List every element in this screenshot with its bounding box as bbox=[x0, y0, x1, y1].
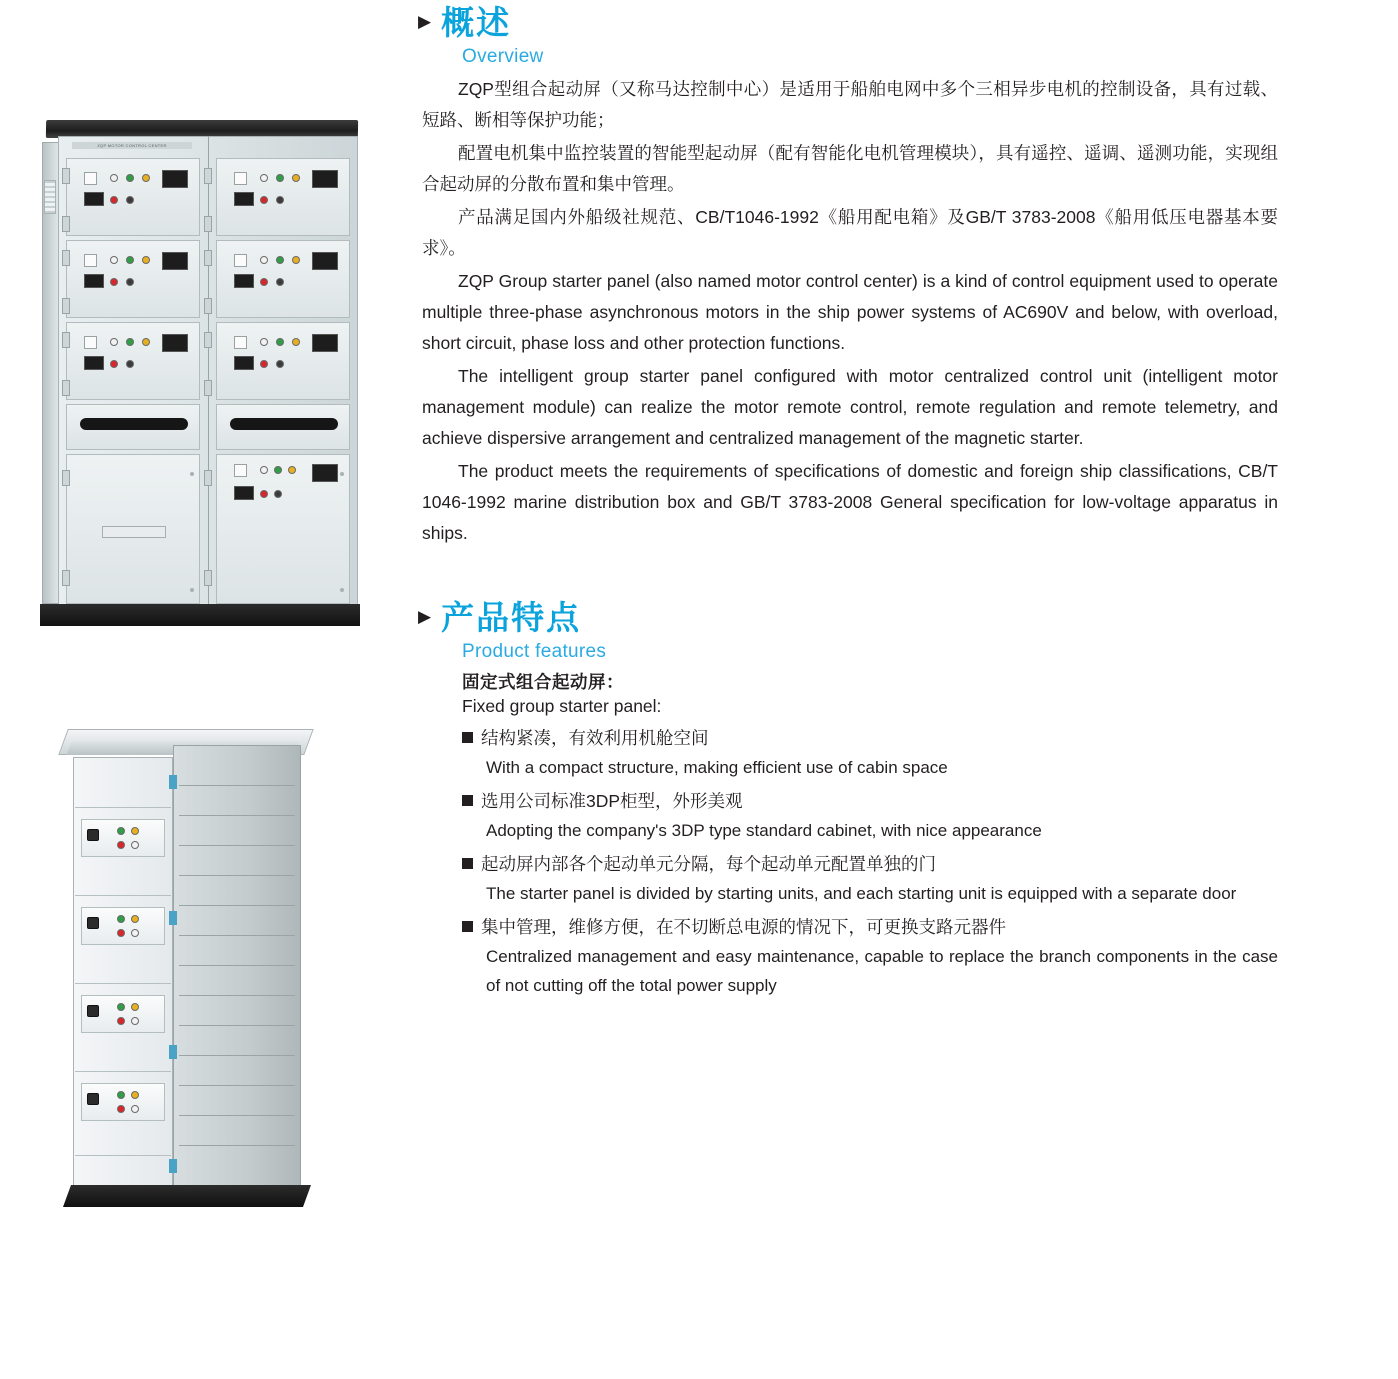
indicator-lamp bbox=[126, 256, 134, 264]
selector-switch bbox=[84, 254, 97, 267]
paragraph-en-1: ZQP Group starter panel (also named motor control center) is a kind of control equipment used to operate multiple three-phase asynchronous motors in the ship power systems of AC690V and below, with overload, short circuit, phase loss and other protection functions. bbox=[422, 271, 1278, 353]
panel-seam bbox=[179, 905, 295, 906]
panel-meter bbox=[234, 192, 254, 206]
selector-switch bbox=[234, 172, 247, 185]
panel-meter bbox=[312, 334, 338, 352]
door-hinge bbox=[204, 168, 212, 184]
feature-row bbox=[462, 723, 1278, 753]
indicator-lamp bbox=[288, 466, 296, 474]
rotary-handle bbox=[87, 1093, 99, 1105]
cabinet-plinth bbox=[40, 604, 360, 626]
paragraph-cn-1: ZQP型组合起动屏（又称马达控制中心）是适用于船舶电网中多个三相异步电机的控制设备，具有过载、短路、断相等保护功能； bbox=[422, 79, 1278, 130]
indicator-lamp bbox=[292, 338, 300, 346]
door-hinge bbox=[62, 380, 70, 396]
indicator-lamp bbox=[292, 256, 300, 264]
door-division bbox=[75, 895, 171, 896]
square-bullet-icon bbox=[462, 732, 473, 743]
panel-seam bbox=[179, 1115, 295, 1116]
drawer-handle bbox=[80, 418, 188, 430]
indicator-lamp bbox=[117, 1003, 125, 1011]
feature-text-en: With a compact structure, making efficient use of cabin space bbox=[486, 758, 948, 777]
feature-text-cn: 起动屏内部各个起动单元分隔，每个起动单元配置单独的门 bbox=[481, 854, 936, 874]
indicator-lamp bbox=[142, 174, 150, 182]
section-title-cn: 产品特点 bbox=[441, 599, 582, 636]
panel-latch bbox=[169, 1045, 177, 1059]
panel-seam bbox=[179, 1055, 295, 1056]
indicator-lamp bbox=[131, 1003, 139, 1011]
triangle-bullet-icon: ▶ bbox=[418, 12, 432, 31]
indicator-lamp bbox=[260, 338, 268, 346]
paragraph-en-3: The product meets the requirements of specifications of domestic and foreign ship classifications, CB/T 1046-1992 marine distribution box and GB/T 3783-2008 General specification for low-voltage apparatus in ships. bbox=[422, 461, 1278, 543]
indicator-lamp bbox=[131, 1105, 139, 1113]
feature-item bbox=[462, 723, 1278, 782]
panel-latch bbox=[169, 911, 177, 925]
indicator-lamp bbox=[131, 929, 139, 937]
panel-seam bbox=[179, 785, 295, 786]
section-title-en: Overview bbox=[462, 46, 544, 67]
feature-item bbox=[462, 912, 1278, 1000]
cabinet-front-illustration bbox=[58, 120, 358, 620]
cabinet-side-panel bbox=[173, 745, 301, 1197]
rotary-handle bbox=[87, 917, 99, 929]
indicator-lamp bbox=[276, 360, 284, 368]
selector-switch bbox=[84, 336, 97, 349]
feature-item bbox=[462, 849, 1278, 908]
drawer-handle bbox=[230, 418, 338, 430]
indicator-lamp bbox=[126, 338, 134, 346]
indicator-lamp bbox=[276, 278, 284, 286]
figure-starter-panel-angled bbox=[55, 715, 345, 1245]
indicator-lamp bbox=[142, 338, 150, 346]
panel-seam bbox=[179, 995, 295, 996]
square-bullet-icon bbox=[462, 921, 473, 932]
door-hinge bbox=[62, 332, 70, 348]
door-hinge bbox=[62, 250, 70, 266]
feature-row bbox=[462, 786, 1278, 816]
ventilation-louvre bbox=[44, 180, 56, 214]
cabinet-base bbox=[63, 1185, 311, 1207]
panel-meter bbox=[312, 170, 338, 188]
feature-text-cn: 结构紧凑，有效利用机舱空间 bbox=[481, 728, 709, 748]
indicator-lamp bbox=[110, 174, 118, 182]
triangle-bullet-icon: ▶ bbox=[418, 607, 432, 626]
indicator-lamp bbox=[110, 338, 118, 346]
panel-seam bbox=[179, 935, 295, 936]
indicator-lamp bbox=[274, 490, 282, 498]
indicator-lamp bbox=[117, 1017, 125, 1025]
panel-seam bbox=[179, 815, 295, 816]
selector-switch bbox=[234, 336, 247, 349]
section-product-features bbox=[418, 595, 1278, 1000]
cabinet-nameplate-strip: ZQP MOTOR CONTROL CENTER bbox=[72, 142, 192, 149]
panel-meter bbox=[162, 170, 188, 188]
door-hinge bbox=[204, 216, 212, 232]
panel-meter bbox=[162, 252, 188, 270]
door-division bbox=[75, 1071, 171, 1072]
indicator-lamp bbox=[292, 174, 300, 182]
indicator-lamp bbox=[131, 841, 139, 849]
indicator-lamp bbox=[110, 256, 118, 264]
door-screw bbox=[340, 588, 344, 592]
door-hinge bbox=[62, 298, 70, 314]
feature-row bbox=[462, 912, 1278, 942]
door-hinge bbox=[204, 250, 212, 266]
indicator-lamp bbox=[274, 466, 282, 474]
paragraph-cn-3: 产品满足国内外船级社规范、CB/T1046-1992《船用配电箱》及GB/T 3783-2008《船用低压电器基本要求》。 bbox=[422, 207, 1278, 258]
indicator-lamp bbox=[142, 256, 150, 264]
panel-seam bbox=[179, 1025, 295, 1026]
indicator-lamp bbox=[126, 174, 134, 182]
section-overview bbox=[418, 0, 1278, 549]
panel-meter bbox=[234, 486, 254, 500]
indicator-lamp bbox=[110, 360, 118, 368]
panel-latch bbox=[169, 1159, 177, 1173]
door-hinge bbox=[62, 570, 70, 586]
indicator-lamp bbox=[126, 360, 134, 368]
feature-text-en: Centralized management and easy maintenance, capable to replace the branch components in the case of not cutting off the total power supply bbox=[486, 947, 1278, 995]
indicator-lamp bbox=[260, 490, 268, 498]
rotary-handle bbox=[87, 829, 99, 841]
text-column bbox=[418, 0, 1278, 1000]
door-hinge bbox=[204, 470, 212, 486]
indicator-lamp bbox=[276, 196, 284, 204]
section-title-en: Product features bbox=[462, 641, 607, 662]
indicator-lamp bbox=[117, 827, 125, 835]
feature-text-cn: 集中管理，维修方便，在不切断总电源的情况下，可更换支路元器件 bbox=[481, 917, 1006, 937]
panel-meter bbox=[312, 464, 338, 482]
indicator-lamp bbox=[260, 360, 268, 368]
feature-item bbox=[462, 786, 1278, 845]
indicator-lamp bbox=[131, 1091, 139, 1099]
indicator-lamp bbox=[117, 1105, 125, 1113]
figure-starter-panel-front bbox=[30, 100, 380, 645]
paragraph-cn-2: 配置电机集中监控装置的智能型起动屏（配有智能化电机管理模块），具有遥控、遥调、遥测功能，实现组合起动屏的分散布置和集中管理。 bbox=[422, 143, 1278, 194]
paragraph-en-2: The intelligent group starter panel configured with motor centralized control unit (intelligent motor management module) can realize the motor remote control, remote regulation and remote telemetry, and achieve dispersive arrangement and centralized management of the magnetic starter. bbox=[422, 366, 1278, 448]
section-title-cn: 概述 bbox=[441, 4, 512, 41]
feature-text-en: Adopting the company's 3DP type standard cabinet, with nice appearance bbox=[486, 821, 1042, 840]
indicator-lamp bbox=[131, 915, 139, 923]
indicator-lamp bbox=[126, 278, 134, 286]
panel-latch bbox=[169, 775, 177, 789]
feature-text-en: The starter panel is divided by starting units, and each starting unit is equipped with a separate door bbox=[486, 884, 1237, 903]
indicator-lamp bbox=[110, 278, 118, 286]
indicator-lamp bbox=[131, 827, 139, 835]
indicator-lamp bbox=[117, 841, 125, 849]
panel-seam bbox=[179, 1085, 295, 1086]
panel-meter bbox=[234, 356, 254, 370]
selector-switch bbox=[234, 254, 247, 267]
indicator-lamp bbox=[276, 338, 284, 346]
square-bullet-icon bbox=[462, 795, 473, 806]
door-division bbox=[75, 983, 171, 984]
indicator-lamp bbox=[110, 196, 118, 204]
door-screw bbox=[190, 588, 194, 592]
feature-subtitle-cn: 固定式组合起动屏： bbox=[462, 672, 624, 692]
door-hinge bbox=[204, 380, 212, 396]
indicator-lamp bbox=[117, 915, 125, 923]
indicator-lamp bbox=[126, 196, 134, 204]
door-hinge bbox=[204, 570, 212, 586]
image-column bbox=[0, 0, 400, 1379]
indicator-lamp bbox=[260, 196, 268, 204]
door-hinge bbox=[204, 332, 212, 348]
indicator-lamp bbox=[260, 174, 268, 182]
door-division bbox=[75, 1155, 171, 1156]
indicator-lamp bbox=[276, 174, 284, 182]
feature-subtitle-en: Fixed group starter panel: bbox=[462, 696, 662, 716]
indicator-lamp bbox=[260, 256, 268, 264]
panel-meter bbox=[84, 192, 104, 206]
panel-meter bbox=[162, 334, 188, 352]
indicator-lamp bbox=[260, 466, 268, 474]
door-hinge bbox=[204, 298, 212, 314]
door-hinge bbox=[62, 168, 70, 184]
feature-text-cn: 选用公司标准3DP柜型，外形美观 bbox=[481, 791, 743, 811]
cabinet-center-seam bbox=[208, 136, 209, 606]
panel-meter bbox=[84, 356, 104, 370]
section-heading bbox=[418, 0, 1278, 46]
indicator-lamp bbox=[117, 1091, 125, 1099]
indicator-lamp bbox=[260, 278, 268, 286]
door-screw bbox=[340, 472, 344, 476]
panel-seam bbox=[179, 875, 295, 876]
panel-meter bbox=[84, 274, 104, 288]
indicator-lamp bbox=[276, 256, 284, 264]
panel-seam bbox=[179, 965, 295, 966]
selector-switch bbox=[234, 464, 247, 477]
door-hinge bbox=[62, 470, 70, 486]
panel-meter bbox=[234, 274, 254, 288]
panel-meter bbox=[312, 252, 338, 270]
rotary-handle bbox=[87, 1005, 99, 1017]
door-division bbox=[75, 807, 171, 808]
indicator-lamp bbox=[131, 1017, 139, 1025]
door-screw bbox=[190, 472, 194, 476]
square-bullet-icon bbox=[462, 858, 473, 869]
panel-seam bbox=[179, 1145, 295, 1146]
door-hinge bbox=[62, 216, 70, 232]
cabinet-angled-illustration bbox=[55, 715, 345, 1245]
cabinet-label-plate bbox=[102, 526, 166, 538]
indicator-lamp bbox=[117, 929, 125, 937]
feature-row bbox=[462, 849, 1278, 879]
panel-seam bbox=[179, 845, 295, 846]
selector-switch bbox=[84, 172, 97, 185]
section-heading bbox=[418, 595, 1278, 641]
